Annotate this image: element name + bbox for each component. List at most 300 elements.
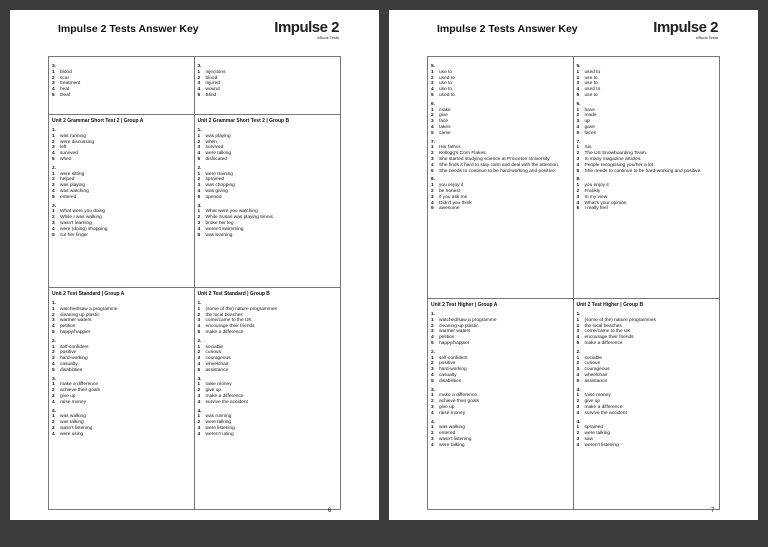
item-number: 3 — [52, 425, 55, 431]
item-number: 5 — [431, 130, 434, 136]
answer-section — [195, 57, 341, 99]
answer-text: achieve their goals — [60, 388, 100, 394]
item-number: 3 — [52, 145, 55, 151]
item-number: 2 — [197, 215, 201, 221]
answer-text: awesome — [439, 206, 460, 212]
answer-text: give up — [439, 404, 455, 410]
item-number: 5 — [52, 156, 55, 162]
item-number: 1 — [197, 382, 201, 388]
answer-section — [574, 57, 720, 212]
item-number: 4 — [576, 372, 580, 378]
item-number: 3 — [431, 329, 434, 335]
answer-text: cleaning up plastic — [439, 323, 479, 329]
answer-text: come/came to the UK — [205, 318, 252, 324]
answer-text: use to — [584, 92, 598, 98]
exercise-block — [49, 301, 194, 336]
item-number: 4 — [431, 442, 434, 448]
item-number: 2 — [52, 350, 55, 356]
item-number: 4 — [197, 399, 201, 405]
answer-item — [577, 443, 717, 449]
answer-text: use to — [439, 69, 453, 75]
exercise-block — [49, 204, 194, 239]
item-number: 4 — [52, 361, 55, 367]
answer-text: Kellogg's Corn Flakes. — [439, 151, 487, 157]
item-number: 3 — [431, 119, 434, 125]
section-heading — [49, 57, 194, 61]
item-number: 5 — [431, 206, 434, 212]
item-number: 5 — [52, 329, 55, 335]
answer-item — [431, 411, 570, 417]
answer-text: gave — [584, 124, 595, 130]
answer-item — [198, 400, 338, 406]
exercise-number: 5. — [431, 64, 436, 69]
item-number: 4 — [52, 188, 55, 194]
answer-text: weren't swimming — [205, 226, 244, 232]
item-number: 3 — [52, 393, 55, 399]
item-number: 2 — [431, 188, 434, 194]
exercise-block — [574, 420, 720, 449]
item-number: 5 — [576, 340, 580, 346]
item-number: 4 — [431, 87, 434, 93]
item-number: 5 — [52, 232, 55, 238]
exercise-number: 3. — [197, 64, 202, 69]
item-number: 3 — [576, 367, 580, 373]
exercise-number: 2. — [52, 338, 57, 344]
page-header — [427, 20, 720, 42]
answer-item — [198, 93, 338, 99]
item-number: 1 — [52, 344, 55, 350]
item-number: 3 — [576, 329, 580, 335]
answer-text: use to — [439, 87, 453, 93]
answer-item — [52, 330, 191, 336]
answer-text: were using — [60, 431, 84, 437]
item-number: 1 — [197, 344, 201, 350]
answer-text: encourage their friends — [205, 324, 255, 330]
exercise-block — [195, 377, 341, 406]
section-heading — [428, 57, 573, 61]
answer-text: watched/saw a programme — [439, 317, 497, 323]
item-number: 1 — [52, 209, 55, 215]
item-number: 2 — [197, 312, 201, 318]
answer-text: (some of the) nature programmes — [205, 306, 277, 312]
exercise-block — [49, 166, 194, 201]
answer-text: opened — [205, 194, 222, 200]
item-number: 1 — [52, 414, 55, 420]
item-number: 1 — [197, 69, 201, 75]
item-number: 3 — [576, 436, 580, 442]
item-number: 3 — [197, 183, 201, 189]
exercise-block — [195, 166, 341, 201]
item-number: 4 — [576, 124, 580, 130]
answer-text: courageous — [205, 356, 231, 362]
answer-text: sociable — [205, 344, 224, 350]
item-number: 5 — [431, 340, 434, 346]
page-number: 6 — [328, 508, 332, 514]
answer-text: sociable — [584, 355, 603, 361]
answer-text: curious — [205, 350, 221, 356]
item-number: 5 — [431, 168, 434, 174]
exercise-block — [195, 128, 341, 163]
answer-text: was talking — [60, 420, 84, 426]
answer-text: you enjoy it — [439, 183, 464, 189]
answer-text: disabilities — [439, 378, 462, 384]
item-number: 3 — [52, 220, 55, 226]
answer-item — [577, 379, 717, 385]
group-b-column — [574, 57, 720, 509]
item-number: 4 — [576, 200, 580, 206]
item-number: 4 — [431, 410, 434, 416]
item-number: 2 — [431, 431, 434, 437]
answer-item — [52, 233, 191, 239]
exercise-number: 3. — [576, 387, 581, 393]
item-number: 1 — [576, 393, 580, 399]
answer-text: was walking — [60, 414, 86, 420]
exercise-block — [574, 350, 720, 385]
group-b-column — [195, 57, 341, 509]
answer-text: casualty — [60, 361, 78, 367]
answer-table — [48, 56, 341, 510]
item-number: 3 — [197, 81, 201, 87]
answer-item — [198, 432, 338, 438]
answer-text: was playing — [60, 183, 86, 189]
answer-text: cleaning up plastic — [60, 312, 100, 318]
item-number: 2 — [431, 399, 434, 405]
exercise-number: 3. — [52, 203, 57, 209]
answer-text: give up — [60, 393, 76, 399]
item-number: 3 — [431, 156, 434, 162]
answer-text: raise money — [584, 393, 611, 399]
answer-text: (some of the) nature programmes — [584, 317, 656, 323]
item-number: 2 — [52, 215, 55, 221]
item-number: 2 — [576, 113, 580, 119]
answer-text: use to — [439, 81, 453, 87]
exercise-number: 7. — [576, 139, 581, 145]
item-number: 5 — [431, 378, 434, 384]
exercise-block — [428, 388, 573, 417]
answer-item — [431, 93, 570, 99]
answer-text: came — [439, 130, 451, 136]
item-number: 1 — [576, 107, 580, 113]
section-heading: Unit 2 Grammar Short Test 2 | Group B — [197, 118, 290, 124]
answer-item — [577, 206, 717, 212]
answer-text: were sitting — [60, 171, 85, 177]
item-number: 4 — [576, 335, 580, 341]
answer-text: were discussing — [60, 139, 95, 145]
section-heading: Unit 2 Test Standard | Group A — [52, 291, 125, 297]
item-number: 3 — [576, 81, 580, 87]
answer-text: survived — [205, 145, 224, 151]
answer-text: Six. — [584, 145, 593, 151]
item-number: 2 — [576, 75, 580, 81]
answer-text: was giving — [205, 188, 228, 194]
item-number: 1 — [576, 69, 580, 75]
exercise-number: 1. — [52, 301, 57, 306]
item-number: 2 — [197, 75, 201, 81]
exercise-block — [195, 301, 341, 336]
item-number: 3 — [576, 404, 580, 410]
item-number: 4 — [576, 162, 580, 168]
item-number: 2 — [52, 139, 55, 145]
exercise-block — [428, 312, 573, 347]
item-number: 4 — [52, 399, 55, 405]
exercise-number: 2. — [52, 165, 57, 171]
answer-text: have — [584, 107, 595, 113]
item-number: 2 — [197, 420, 201, 426]
answer-text: survive the accident — [205, 399, 248, 405]
item-number: 1 — [52, 171, 55, 177]
answer-text: when — [205, 139, 217, 145]
item-number: 4 — [52, 151, 55, 157]
answer-text: when — [60, 156, 72, 162]
item-number: 3 — [52, 318, 55, 324]
answer-text: What's your opinion — [584, 200, 627, 206]
exercise-block — [49, 128, 194, 163]
exercise-block — [428, 350, 573, 385]
answer-text: encourage their friends — [584, 335, 634, 341]
answer-text: made — [584, 113, 597, 119]
answer-text: takes — [439, 124, 451, 130]
exercise-block — [574, 388, 720, 417]
item-number: 5 — [197, 329, 201, 335]
item-number: 3 — [197, 356, 201, 362]
item-number: 2 — [431, 113, 434, 119]
item-number: 4 — [52, 324, 55, 330]
exercise-block — [428, 140, 573, 175]
exercise-block — [574, 312, 720, 347]
section-heading: Unit 2 Grammar Short Test 2 | Group A — [52, 118, 144, 124]
group-a-column — [428, 57, 574, 509]
answer-item — [431, 341, 570, 347]
answer-text: petition — [439, 335, 455, 341]
exercise-number: 3. — [431, 387, 436, 393]
answer-text: were talking — [205, 151, 232, 157]
answer-section — [574, 298, 720, 449]
answer-table — [427, 56, 720, 510]
answer-text: give up — [205, 388, 221, 394]
item-number: 2 — [576, 431, 580, 437]
answer-text: face — [439, 119, 449, 125]
answer-item — [198, 330, 338, 336]
exercise-number: 2. — [576, 349, 581, 355]
exercise-number: 3. — [197, 203, 202, 209]
answer-item — [577, 341, 717, 347]
item-number: 4 — [576, 442, 580, 448]
answer-text: make a difference — [205, 393, 244, 399]
answer-text: sprained — [584, 425, 603, 431]
answer-text: give up — [584, 399, 600, 405]
exercise-number: 3. — [197, 376, 202, 382]
item-number: 3 — [431, 81, 434, 87]
item-number: 2 — [52, 388, 55, 394]
answer-text: While Susan was playing tennis — [205, 215, 273, 221]
exercise-block — [574, 64, 720, 99]
answer-text: While I was walking — [60, 215, 102, 221]
answer-text: was learning — [205, 232, 233, 238]
answer-item — [52, 195, 191, 201]
item-number: 3 — [431, 367, 434, 373]
exercise-block — [428, 102, 573, 137]
exercise-number: 2. — [431, 349, 436, 355]
answer-item — [52, 400, 191, 406]
answer-text: wasn't listening — [439, 436, 472, 442]
item-number: 2 — [431, 361, 434, 367]
item-number: 2 — [576, 323, 580, 329]
answer-text: She needs to continue to be hard-working and positive. — [439, 168, 557, 174]
answer-text: used to — [439, 92, 455, 98]
section-heading: Unit 2 Test Higher | Group B — [576, 302, 644, 308]
item-number: 4 — [431, 162, 434, 168]
answer-text: Deaf — [60, 92, 71, 98]
item-number: 1 — [431, 183, 434, 189]
answer-text: petition — [60, 324, 76, 330]
answer-text: make a difference — [439, 393, 478, 399]
answer-section — [49, 114, 194, 238]
answer-item — [431, 131, 570, 137]
answer-text: warmer waters — [439, 329, 471, 335]
answer-text: was walking — [439, 425, 465, 431]
answer-text: wheelchair — [584, 372, 608, 378]
answer-item — [52, 432, 191, 438]
answer-section — [195, 114, 341, 238]
item-number: 1 — [197, 133, 201, 139]
answer-text: saw — [584, 436, 594, 442]
item-number: 2 — [52, 75, 55, 81]
exercise-number: 4. — [576, 419, 581, 425]
answer-text: entered — [439, 431, 456, 437]
answer-item — [52, 368, 191, 374]
answer-text: injections — [205, 69, 226, 75]
answer-text: curious — [584, 361, 600, 367]
answer-text: happy/happier — [439, 340, 470, 346]
item-number: 4 — [576, 87, 580, 93]
answer-text: use to — [584, 81, 598, 87]
answer-text: the local beaches — [205, 312, 243, 318]
item-number: 2 — [197, 350, 201, 356]
item-number: 4 — [52, 87, 55, 93]
answer-text: broke her leg — [205, 220, 234, 226]
answer-item — [431, 169, 570, 175]
answer-text: give — [439, 113, 448, 119]
exercise-block — [49, 64, 194, 99]
item-number: 4 — [197, 431, 201, 437]
answer-text: use to — [584, 75, 598, 81]
item-number: 4 — [431, 372, 434, 378]
exercise-number: 8. — [576, 177, 581, 183]
item-number: 4 — [197, 324, 201, 330]
answer-text: She started studying science at Princeton University. — [439, 156, 551, 162]
item-number: 2 — [197, 177, 201, 183]
answer-text: was chopping — [205, 183, 235, 189]
item-number: 1 — [431, 317, 434, 323]
answer-text: What were you doing — [60, 209, 106, 215]
exercise-number: 1. — [197, 301, 202, 306]
answer-text: dislocated — [205, 156, 228, 162]
answer-text: positive — [439, 361, 456, 367]
item-number: 1 — [197, 209, 201, 215]
item-number: 3 — [576, 194, 580, 200]
item-number: 1 — [576, 425, 580, 431]
exercise-block — [428, 177, 573, 212]
item-number: 3 — [576, 119, 580, 125]
item-number: 3 — [197, 318, 201, 324]
exercise-block — [574, 102, 720, 137]
answer-text: wasn't listening — [60, 425, 93, 431]
answer-text: was running — [205, 414, 232, 420]
answer-item — [577, 93, 717, 99]
exercise-number: 1. — [52, 128, 57, 133]
answer-text: were (doing) shopping — [60, 226, 108, 232]
item-number: 5 — [197, 194, 201, 200]
item-number: 5 — [197, 367, 201, 373]
answer-text: Blind — [205, 92, 217, 98]
item-number: 5 — [576, 378, 580, 384]
impulse-logo: Impulse 2 eBook Tests — [653, 19, 718, 40]
answer-text: People recognising you/her a lot. — [584, 162, 655, 168]
answer-text: used to — [584, 87, 601, 93]
answer-section — [428, 298, 573, 449]
exercise-number: 7. — [431, 139, 436, 145]
item-number: 5 — [197, 92, 201, 98]
answer-text: you enjoy it — [584, 183, 609, 189]
page-title: Impulse 2 Tests Answer Key — [437, 23, 578, 35]
item-number: 1 — [576, 145, 580, 151]
exercise-number: 2. — [197, 338, 202, 344]
answer-text: heal — [60, 87, 70, 93]
answer-text: courageous — [584, 367, 610, 373]
item-number: 1 — [197, 414, 201, 420]
item-number: 5 — [576, 168, 580, 174]
answer-text: sprained — [205, 177, 224, 183]
page-title: Impulse 2 Tests Answer Key — [58, 23, 199, 35]
exercise-number: 5. — [576, 64, 581, 69]
section-heading: Unit 2 Test Higher | Group A — [431, 302, 498, 308]
item-number: 1 — [431, 425, 434, 431]
item-number: 2 — [197, 388, 201, 394]
item-number: 2 — [576, 399, 580, 405]
exercise-block — [195, 204, 341, 239]
item-number: 2 — [431, 323, 434, 329]
item-number: 5 — [52, 194, 55, 200]
page-header — [48, 20, 341, 42]
item-number: 4 — [197, 188, 201, 194]
item-number: 5 — [576, 130, 580, 136]
answer-text: was playing — [205, 133, 231, 139]
answer-text: disabilities — [60, 367, 83, 373]
item-number: 5 — [52, 367, 55, 373]
answer-text: weren't using — [205, 431, 234, 437]
answer-text: make a difference — [60, 382, 99, 388]
item-number: 4 — [431, 200, 434, 206]
answer-item — [52, 157, 191, 163]
answer-text: hard-working — [439, 367, 467, 373]
answer-text: blood — [205, 75, 218, 81]
answer-text: wasn't learning — [60, 220, 92, 226]
answer-text: weren't listening — [584, 442, 619, 448]
answer-item — [198, 195, 338, 201]
answer-text: achieve their goals — [439, 399, 479, 405]
answer-section — [195, 287, 341, 438]
answer-text: used to — [584, 69, 601, 75]
item-number: 2 — [52, 177, 55, 183]
item-number: 2 — [431, 75, 434, 81]
answer-text: The US Snowboarding Team. — [584, 151, 648, 157]
page-number: 7 — [711, 508, 715, 514]
answer-item — [431, 379, 570, 385]
answer-text: She needs to continue to be hard-working and positive. — [584, 168, 702, 174]
answer-text: injured — [205, 81, 220, 87]
item-number: 4 — [52, 431, 55, 437]
section-heading — [195, 57, 341, 61]
